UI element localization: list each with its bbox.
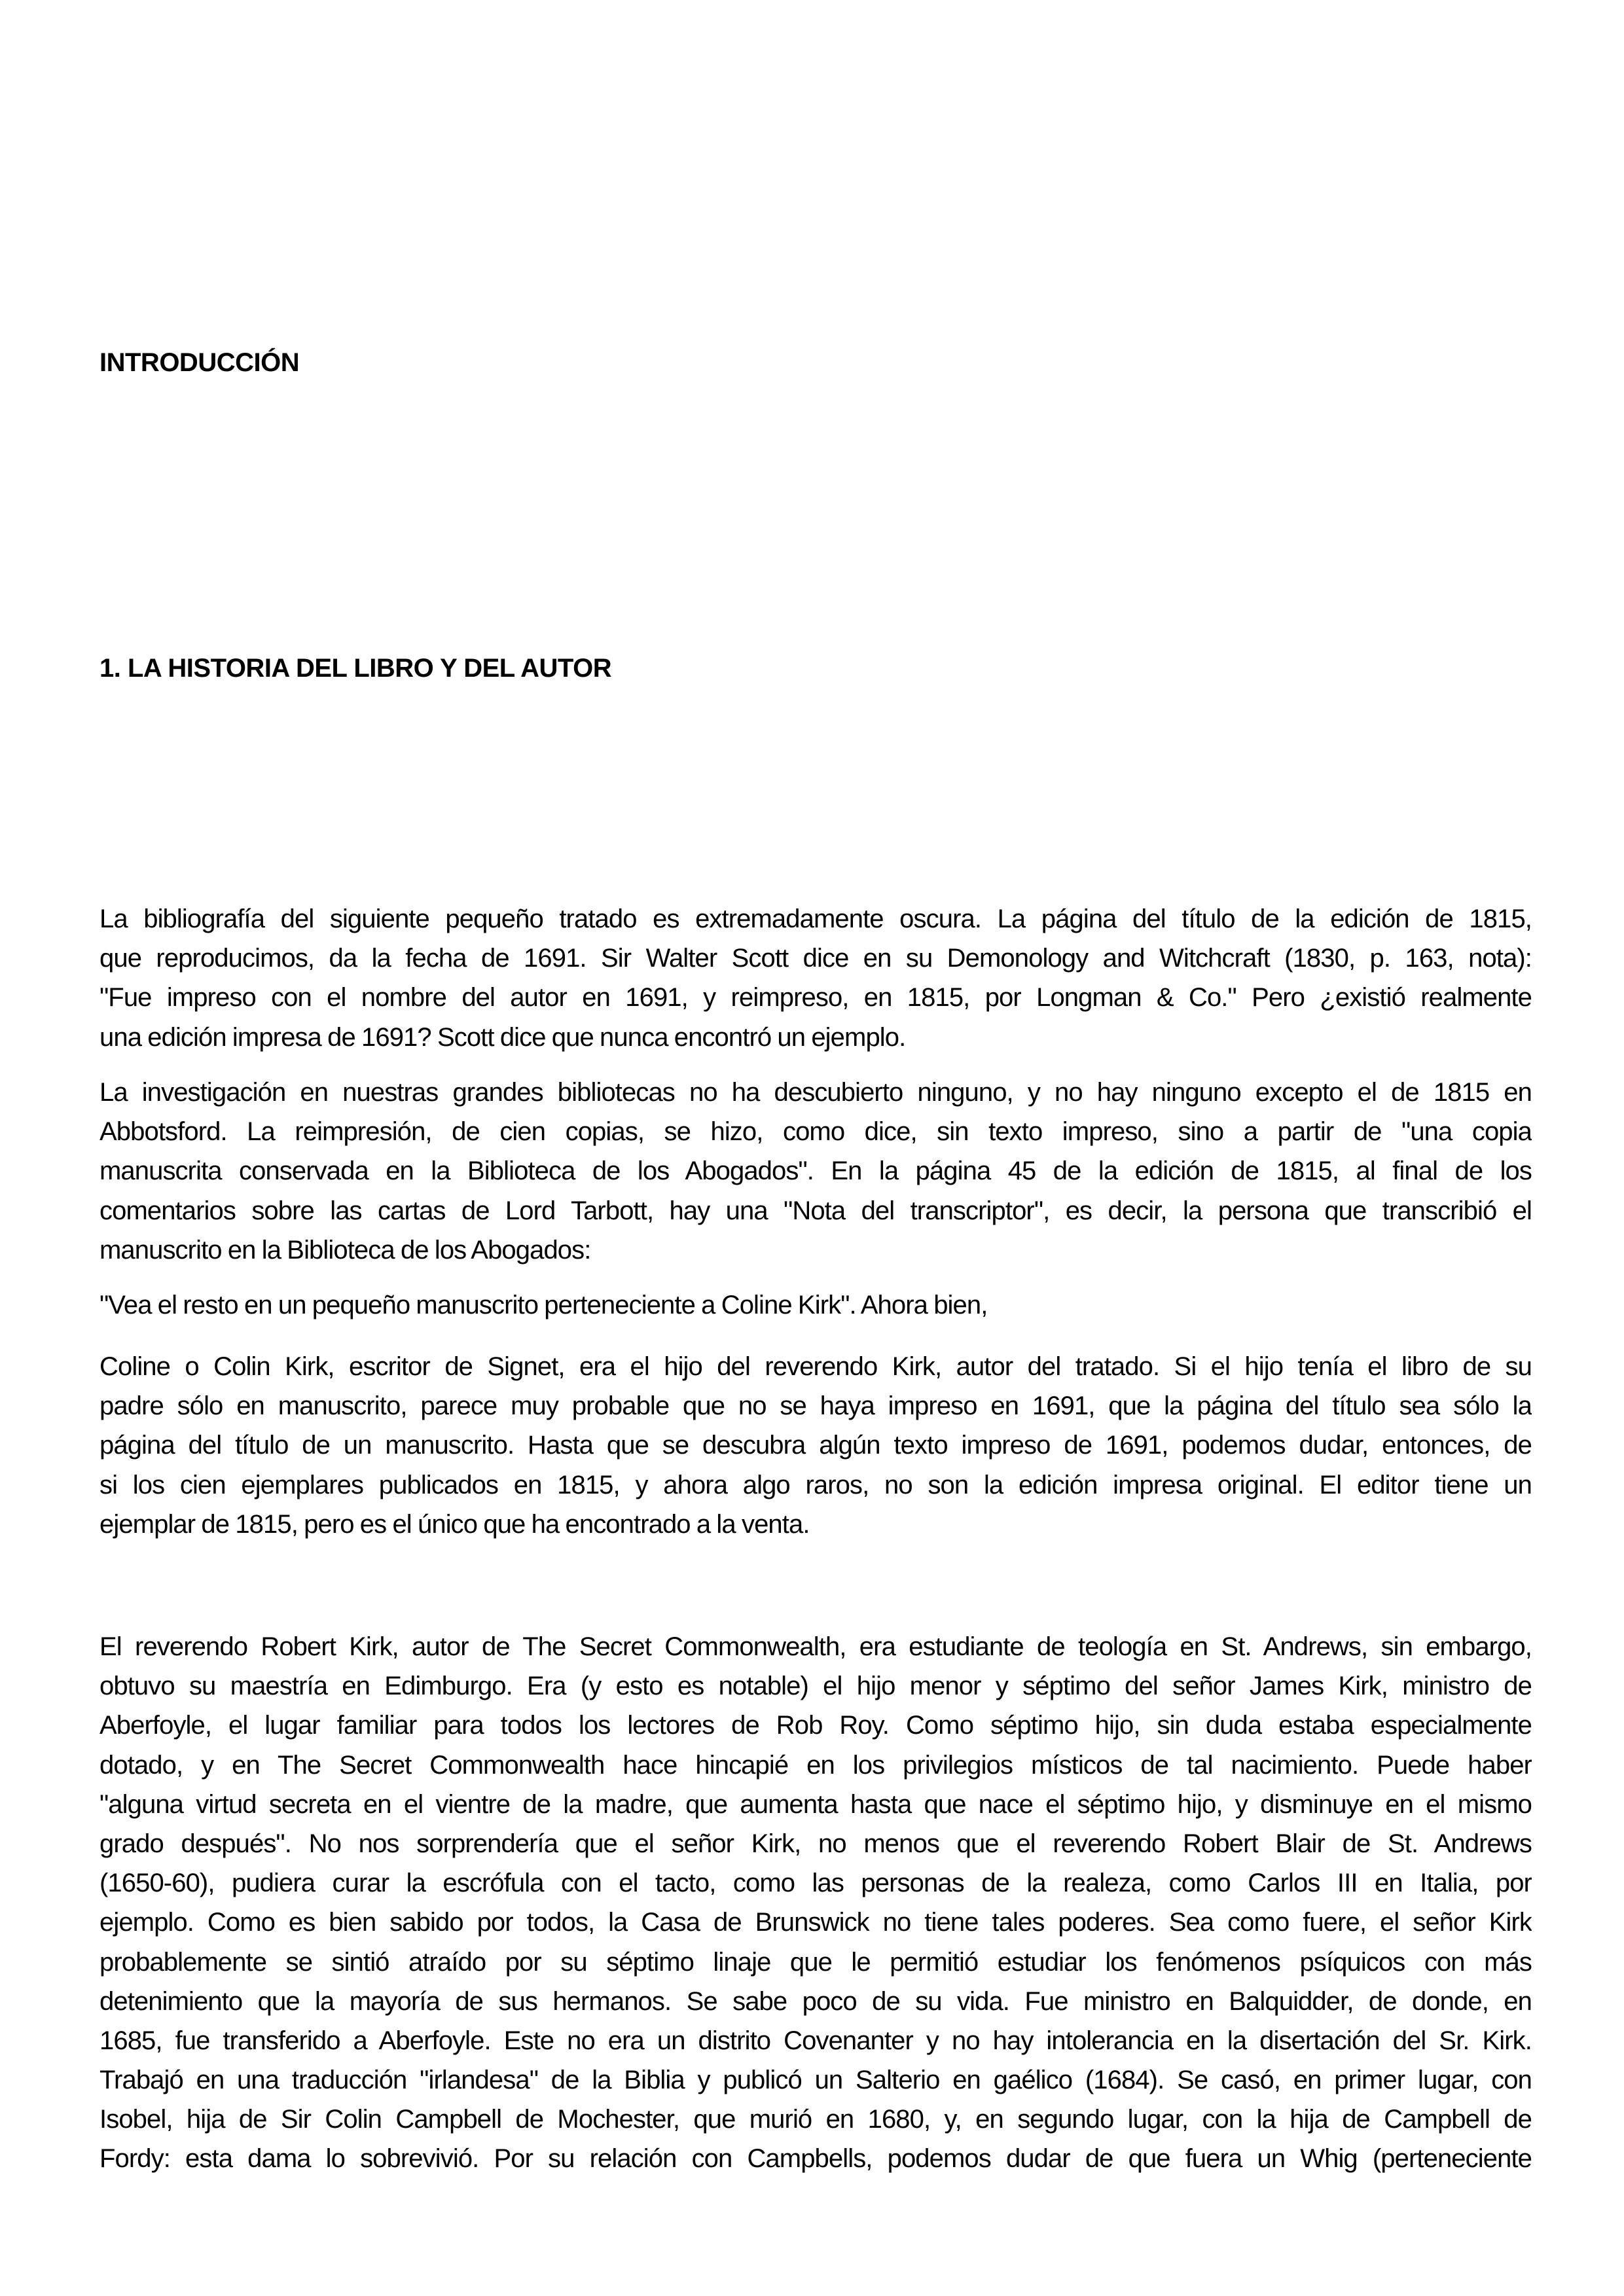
text-line: Abbotsford. La reimpresión, de cien copias, se hizo, como dice, sin texto impreso, sino a partir de "una copia <box>99 1117 1532 1147</box>
text-line: "Vea el resto en un pequeño manuscrito perteneciente a Coline Kirk". Ahora bien, <box>99 1291 988 1319</box>
text-line: si los cien ejemplares publicados en 1815, y ahora algo raros, no son la edición impresa original. El editor tiene un <box>99 1470 1532 1499</box>
text-line: comentarios sobre las cartas de Lord Tarbott, hay una "Nota del transcriptor", es decir, la persona que transcribió el <box>99 1196 1532 1225</box>
text-line: detenimiento que la mayoría de sus hermanos. Se sabe poco de su vida. Fue ministro en Balquidder, de donde, en <box>99 1986 1532 2016</box>
paragraph-quote <box>99 1285 1532 1325</box>
text-line: "alguna virtud secreta en el vientre de la madre, que aumenta hasta que nace el séptimo hijo, y disminuye en el mismo <box>99 1789 1532 1819</box>
paragraph-colin-kirk <box>99 1347 1532 1544</box>
text-line: manuscrito en la Biblioteca de los Abogados: <box>99 1235 591 1265</box>
text-line: que reproducimos, da la fecha de 1691. Sir Walter Scott dice en su Demonology and Witchcraft (1830, p. 163, nota): <box>99 944 1532 973</box>
text-line: Coline o Colin Kirk, escritor de Signet, era el hijo del reverendo Kirk, autor del tratado. Si el hijo tenía el libro de su <box>99 1352 1532 1381</box>
text-line: página del título de un manuscrito. Hasta que se descubra algún texto impreso de 1691, podemos dudar, entonces, de <box>99 1431 1532 1460</box>
text-line: La investigación en nuestras grandes bibliotecas no ha descubierto ninguno, y no hay ninguno excepto el de 1815 en <box>99 1078 1532 1107</box>
text-line: La bibliografía del siguiente pequeño tratado es extremadamente oscura. La página del título de la edición de 1815, <box>99 905 1532 933</box>
text-line: Aberfoyle, el lugar familiar para todos los lectores de Rob Roy. Como séptimo hijo, sin duda estaba especialmente <box>99 1711 1532 1740</box>
text-line: manuscrita conservada en la Biblioteca de los Abogados". En la página 45 de la edición de 1815, al final de los <box>99 1157 1532 1186</box>
text-line: padre sólo en manuscrito, parece muy probable que no se haya impreso en 1691, que la página del título sea sólo la <box>99 1391 1532 1421</box>
text-line: grado después". No nos sorprendería que el señor Kirk, no menos que el reverendo Robert Blair de St. Andrews <box>99 1829 1532 1858</box>
text-line: El reverendo Robert Kirk, autor de The Secret Commonwealth, era estudiante de teología en St. Andrews, sin embargo, <box>99 1632 1532 1661</box>
text-line: ejemplar de 1815, pero es el único que ha encontrado a la venta. <box>99 1509 810 1539</box>
text-line: 1685, fue transferido a Aberfoyle. Este no era un distrito Covenanter y no hay intolerancia en la disertación del Sr. Kirk. <box>99 2026 1532 2055</box>
text-line: Isobel, hija de Sir Colin Campbell de Mochester, que murió en 1680, y, en segundo lugar, con la hija de Campbell de <box>99 2105 1532 2134</box>
text-line: obtuvo su maestría en Edimburgo. Era (y esto es notable) el hijo menor y séptimo del señor James Kirk, ministro de <box>99 1672 1532 1701</box>
text-line: Trabajó en una traducción "irlandesa" de la Biblia y publicó un Salterio en gaélico (1684). Se casó, en primer lugar, con <box>99 2066 1532 2095</box>
document-title: INTRODUCCIÓN <box>99 348 300 377</box>
text-line: probablemente se sintió atraído por su séptimo linaje que le permitió estudiar los fenómenos psíquicos con más <box>99 1947 1532 1977</box>
paragraph-research <box>99 1073 1532 1270</box>
paragraph-robert-kirk <box>99 1627 1532 2179</box>
text-line: Fordy: esta dama lo sobrevivió. Por su relación con Campbells, podemos dudar de que fuera un Whig (perteneciente <box>99 2144 1532 2174</box>
text-line: dotado, y en The Secret Commonwealth hace hincapié en los privilegios místicos de tal nacimiento. Puede haber <box>99 1750 1532 1780</box>
paragraph-bibliography <box>99 899 1532 1057</box>
text-line: ejemplo. Como es bien sabido por todos, la Casa de Brunswick no tiene tales poderes. Sea como fuere, el señor Kirk <box>99 1908 1532 1937</box>
section-heading: 1. LA HISTORIA DEL LIBRO Y DEL AUTOR <box>99 654 612 683</box>
text-line: una edición impresa de 1691? Scott dice que nunca encontró un ejemplo. <box>99 1022 906 1052</box>
text-line: "Fue impreso con el nombre del autor en 1691, y reimpreso, en 1815, por Longman & Co." Pero ¿existió realmente <box>99 983 1532 1013</box>
text-line: (1650-60), pudiera curar la escrófula con el tacto, como las personas de la realeza, como Carlos III en Italia, por <box>99 1869 1532 1898</box>
